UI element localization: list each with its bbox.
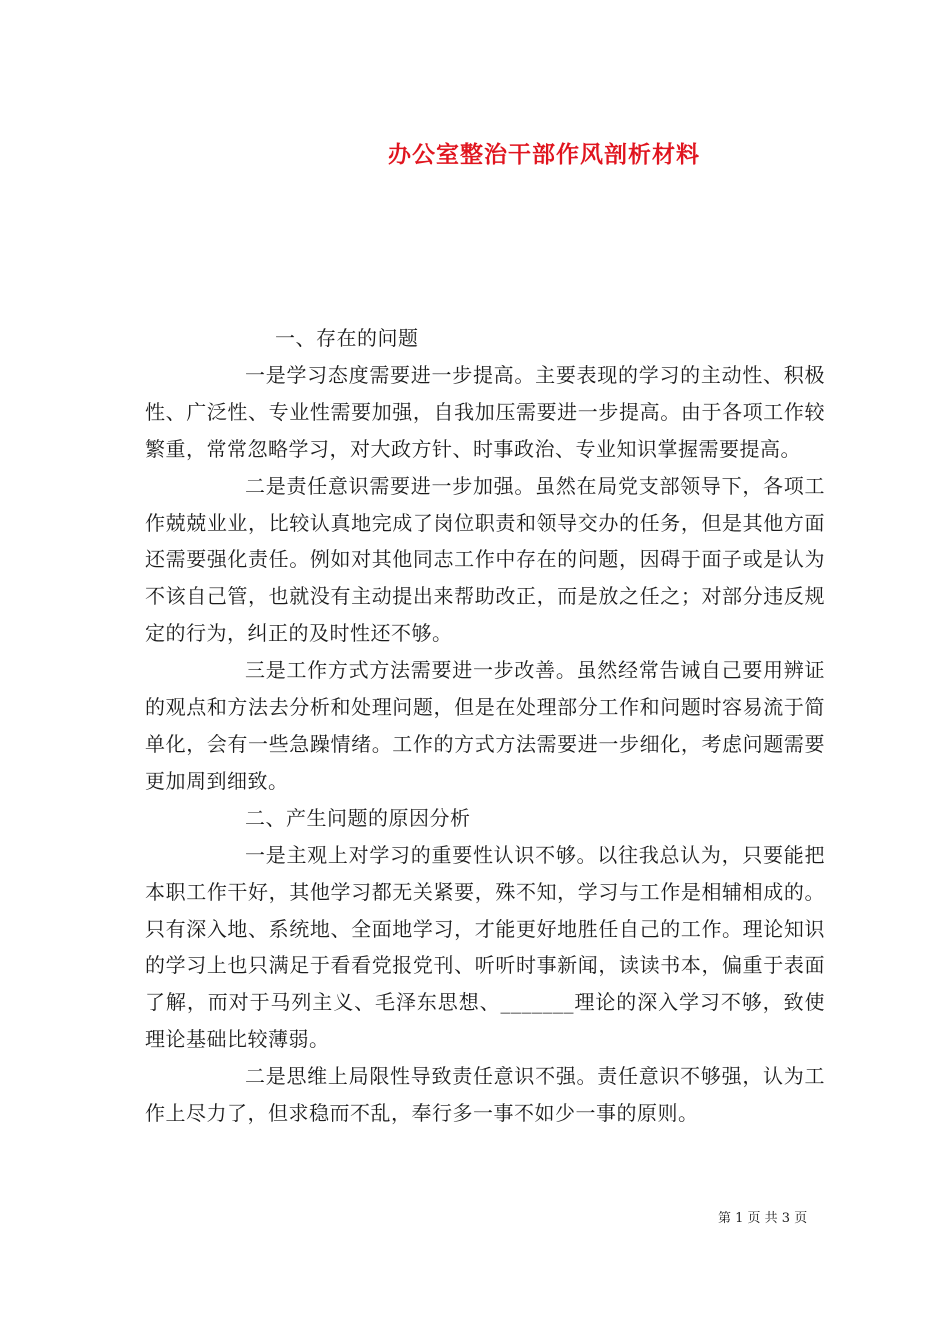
section-heading-causes: 二、产生问题的原因分析 — [245, 805, 471, 830]
document-title: 办公室整治干部作风剖析材料 — [388, 141, 700, 168]
page-number: 第 1 页 共 3 页 — [718, 1211, 808, 1226]
paragraph-learning-attitude: 一是学习态度需要进一步提高。主要表现的学习的主动性、积极性、广泛性、专业性需要加强，自我加压需要进一步提高。由于各项工作较繁重，常常忽略学习，对大政方针、时事政治、专业知识掌握需要提高。 — [145, 362, 825, 461]
paragraph-subjective-cause: 一是主观上对学习的重要性认识不够。以往我总认为，只要能把本职工作干好，其他学习都无关紧要，殊不知，学习与工作是相辅相成的。只有深入地、系统地、全面地学习，才能更好地胜任自己的工作。理论知识的学习上也只满足于看看党报党刊、听听时事新闻，读读书本，偏重于表面了解，而对于马列主义、毛泽东思想、_______理论的深入学习不够，致使理论基础比较薄弱。 — [145, 842, 825, 1052]
section-heading-problems: 一、存在的问题 — [275, 326, 419, 350]
paragraph-responsibility: 二是责任意识需要进一步加强。虽然在局党支部领导下，各项工作兢兢业业，比较认真地完成了岗位职责和领导交办的任务，但是其他方面还需要强化责任。例如对其他同志工作中存在的问题，因碍于面子或是认为不该自己管，也就没有主动提出来帮助改正，而是放之任之；对部分违反规定的行为，纠正的及时性还不够。 — [145, 473, 825, 646]
paragraph-thinking-limitation: 二是思维上局限性导致责任意识不强。责任意识不够强，认为工作上尽力了，但求稳而不乱，奉行多一事不如少一事的原则。 — [145, 1064, 825, 1126]
paragraph-work-methods: 三是工作方式方法需要进一步改善。虽然经常告诫自己要用辨证的观点和方法去分析和处理问题，但是在处理部分工作和问题时容易流于简单化，会有一些急躁情绪。工作的方式方法需要进一步细化，考虑问题需要更加周到细致。 — [145, 658, 825, 793]
document-body — [145, 320, 825, 1132]
